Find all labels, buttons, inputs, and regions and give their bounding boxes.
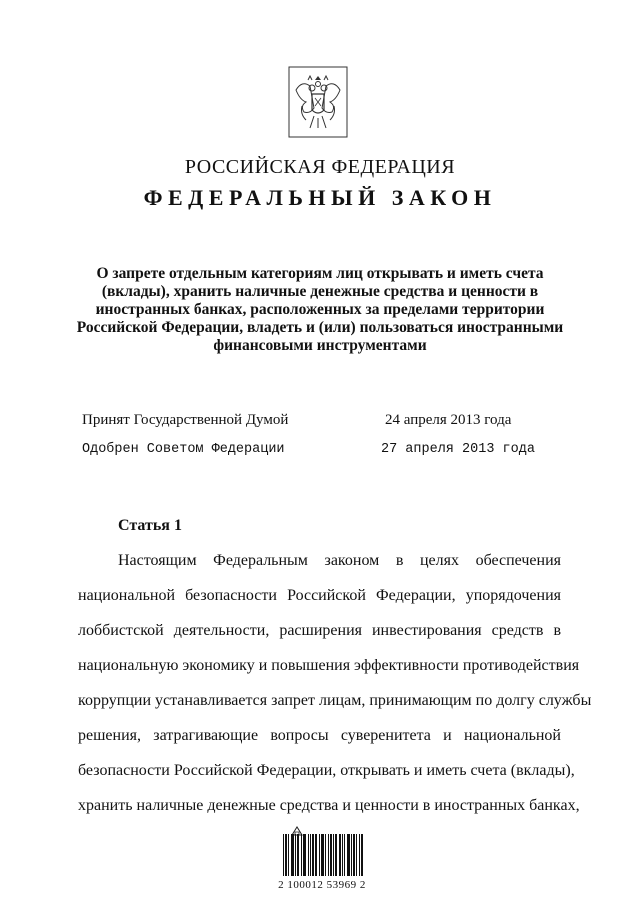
barcode-number: 2 100012 53969 2 bbox=[278, 879, 366, 891]
barcode-bar bbox=[331, 834, 332, 876]
article-text-line: безопасности Российской Федерации, открывать и иметь счета (вклады), bbox=[78, 762, 575, 779]
barcode-bar bbox=[315, 834, 316, 876]
barcode-bar bbox=[308, 834, 309, 876]
barcode-bar bbox=[305, 834, 306, 876]
barcode-bar bbox=[295, 834, 296, 876]
council-approval-label: Одобрен Советом Федерации bbox=[82, 442, 285, 457]
barcode-bar bbox=[312, 834, 313, 876]
barcode-bar bbox=[297, 834, 298, 876]
article-heading: Статья 1 bbox=[118, 517, 182, 534]
article-text-line: Настоящим Федеральным законом в целях обеспечения bbox=[118, 552, 561, 569]
barcode-bar bbox=[291, 834, 292, 876]
barcode-bar bbox=[353, 834, 354, 876]
barcode-bar bbox=[319, 834, 320, 876]
barcode-bar bbox=[344, 834, 345, 876]
law-title-line: финансовыми инструментами bbox=[213, 337, 427, 354]
article-text-line: решения, затрагивающие вопросы суверенитета и национальной bbox=[78, 727, 561, 744]
council-approval-date: 27 апреля 2013 года bbox=[381, 442, 535, 457]
duma-adoption-date: 24 апреля 2013 года bbox=[385, 412, 512, 428]
article-text-line: национальную экономику и повышения эффективности противодействия bbox=[78, 657, 580, 674]
barcode bbox=[283, 834, 363, 878]
barcode-bar bbox=[322, 834, 323, 876]
barcode-bar bbox=[348, 834, 349, 876]
barcode-bar bbox=[362, 834, 363, 876]
barcode-bar bbox=[301, 834, 302, 876]
barcode-bar bbox=[323, 834, 324, 876]
barcode-bar bbox=[356, 834, 357, 876]
barcode-bar bbox=[361, 834, 362, 876]
barcode-bar bbox=[285, 834, 286, 876]
barcode-bar bbox=[313, 834, 314, 876]
article-text-line: хранить наличные денежные средства и ценности в иностранных банках, bbox=[78, 797, 580, 814]
barcode-bar bbox=[304, 834, 305, 876]
barcode-bar bbox=[333, 834, 334, 876]
law-title-line: О запрете отдельным категориям лиц открывать и иметь счета bbox=[96, 265, 544, 282]
barcode-bar bbox=[359, 834, 360, 876]
barcode-bar bbox=[316, 834, 317, 876]
barcode-bar bbox=[340, 834, 341, 876]
barcode-bar bbox=[310, 834, 311, 876]
barcode-bar bbox=[303, 834, 304, 876]
barcode-bar bbox=[321, 834, 322, 876]
article-text-line: лоббистской деятельности, расширения инвестирования средств в bbox=[78, 622, 561, 639]
barcode-bar bbox=[351, 834, 352, 876]
barcode-bar bbox=[342, 834, 343, 876]
barcode-bar bbox=[283, 834, 284, 876]
country-heading: РОССИЙСКАЯ ФЕДЕРАЦИЯ bbox=[184, 156, 456, 178]
barcode-bar bbox=[328, 834, 329, 876]
barcode-bar bbox=[339, 834, 340, 876]
article-text-line: национальной безопасности Российской Федерации, упорядочения bbox=[78, 587, 561, 604]
article-text-line: коррупции устанавливается запрет лицам, принимающим по долгу службы bbox=[78, 692, 592, 709]
duma-adoption-label: Принят Государственной Думой bbox=[82, 412, 289, 428]
barcode-bar bbox=[298, 834, 299, 876]
barcode-bar bbox=[293, 834, 294, 876]
barcode-bar bbox=[292, 834, 293, 876]
law-title bbox=[70, 265, 570, 355]
law-type-heading: ФЕДЕРАЛЬНЫЙ ЗАКОН bbox=[143, 185, 497, 210]
barcode-bar bbox=[336, 834, 337, 876]
barcode-bar bbox=[347, 834, 348, 876]
barcode-bar bbox=[325, 834, 326, 876]
barcode-bar bbox=[288, 834, 289, 876]
barcode-bar bbox=[354, 834, 355, 876]
coat-of-arms-emblem bbox=[288, 66, 348, 138]
barcode-bar bbox=[349, 834, 350, 876]
barcode-bar bbox=[286, 834, 287, 876]
law-title-line: Российской Федерации, владеть и (или) пользоваться иностранными bbox=[76, 319, 564, 336]
law-title-line: иностранных банках, расположенных за пределами территории bbox=[95, 301, 545, 318]
barcode-bar bbox=[330, 834, 331, 876]
law-title-line: (вклады), хранить наличные денежные средства и ценности в bbox=[101, 283, 539, 300]
barcode-bar bbox=[335, 834, 336, 876]
